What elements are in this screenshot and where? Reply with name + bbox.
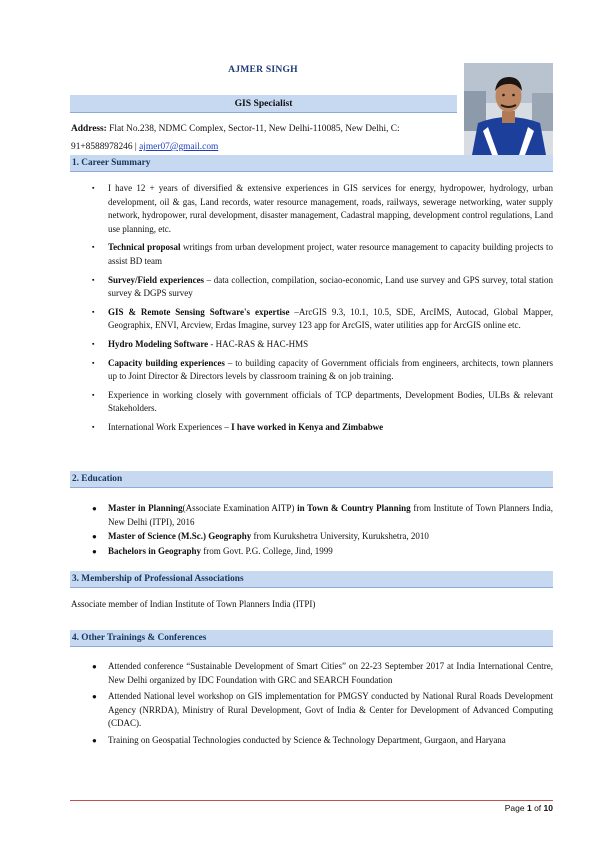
job-title-bar: GIS Specialist	[70, 95, 457, 113]
membership-text: Associate member of Indian Institute of Town Planners India (ITPI)	[71, 599, 316, 609]
email-link[interactable]: ajmer07@gmail.com	[139, 142, 219, 152]
section-heading-trainings: 4. Other Trainings & Conferences	[70, 630, 553, 647]
training-item	[70, 690, 553, 731]
career-item-text: –ArcGIS 9.3, 10.1, 10.5, SDE, ArcIMS, Autocad, Global Mapper, Geographix, ENVI, Arcview, Erdas Imagine, survey 123 app for ArcGIS, water utilities app for ArcGIS online etc.	[108, 306, 553, 331]
bullet-icon: ▪	[92, 339, 95, 348]
career-item-text: International Work Experiences –	[108, 421, 232, 432]
education-item-bold: Bachelors in Geography	[108, 545, 202, 556]
bullet-icon: ▪	[92, 307, 95, 316]
education-item-text: from Kurukshetra University, Kurukshetra, 2010	[251, 531, 429, 542]
contact-block	[71, 120, 459, 156]
career-item-text: I have 12 + years of diversified & extensive experiences in GIS services for energy, hydropower, hydrology, urban development, oil & gas, Land records, water resource management, roads, railways, sewerage networking, water supply network, hydropower, rural development, disaster management, Cadastral mapping, development control regulations, Land use planning, etc.	[108, 183, 553, 234]
career-item-text: - HAC-RAS & HAC-HMS	[208, 338, 309, 349]
education-item-bold: in Town & Country Planning	[297, 503, 411, 513]
career-item-bold: Capacity building experiences	[108, 357, 225, 368]
career-item	[70, 357, 553, 384]
page-current: 1	[526, 803, 532, 813]
career-item	[70, 182, 553, 236]
trainings-list	[70, 660, 553, 751]
section-heading-education: 2. Education	[70, 471, 553, 488]
bullet-icon: ●	[92, 735, 97, 745]
career-item	[70, 421, 553, 435]
training-item	[70, 660, 553, 687]
bullet-icon: ●	[92, 504, 97, 513]
bullet-icon: ▪	[92, 390, 95, 399]
career-item-bold: I have worked in Kenya and Zimbabwe	[231, 421, 384, 432]
bullet-icon: ●	[92, 532, 97, 542]
career-item-text: Experience in working closely with government officials of TCP departments, Development Bodies, ULBs & relevant Stakeholders.	[108, 389, 553, 414]
training-item-text: Attended conference “Sustainable Development of Smart Cities” on 22-23 September 2017 at India International Centre, New Delhi organized by IDC Foundation with GRC and SEARCH Foundation	[108, 661, 553, 685]
education-item-text: (Associate Examination AITP)	[182, 503, 298, 513]
education-item-bold: Master in Planning	[108, 503, 183, 513]
career-item-bold: Technical proposal	[108, 242, 181, 253]
training-item-text: Attended National level workshop on GIS implementation for PMGSY conducted by National Rural Roads Development Agency (NRRDA), Ministry of Rural Development, Govt of India & Center for Development of Advanced Computing (CDAC).	[108, 691, 553, 729]
career-item-text: – data collection, compilation, sociao-economic, Land use survey and GPS survey, total station survey & DGPS survey	[108, 274, 554, 299]
page-total: 10	[543, 803, 553, 813]
career-item-bold: Survey/Field experiences	[108, 274, 205, 285]
address-text: Flat No.238, NDMC Complex, Sector-11, New Delhi-110085, New Delhi, C:	[109, 124, 400, 134]
bullet-icon: ●	[92, 692, 97, 702]
education-item	[70, 502, 553, 529]
bullet-icon: ●	[92, 662, 97, 671]
training-item-text: Training on Geospatial Technologies conducted by Science & Technology Department, Gurgaon, and Haryana	[108, 734, 506, 745]
bullet-icon: ▪	[92, 358, 95, 367]
education-item	[70, 545, 553, 559]
career-item	[70, 306, 553, 333]
career-item	[70, 338, 553, 352]
phone-number: 91+8588978246 |	[71, 142, 137, 152]
career-item-text: – to building capacity of Government officials from engineers, architects, town planners up to Joint Director & Directors levels by classroom training & on job training.	[108, 357, 553, 382]
bullet-icon: ▪	[92, 184, 95, 192]
career-item-text: writings from urban development project, water resource management to capacity building projects to assist BD team	[108, 242, 553, 266]
of-word: of	[534, 803, 542, 813]
training-item	[70, 734, 553, 748]
address-label: Address:	[71, 124, 107, 134]
education-item-bold: Master of Science (M.Sc.) Geography	[108, 531, 252, 542]
education-item-text: from Institute of Town Planners India, New Delhi (ITPI), 2016	[108, 503, 553, 527]
career-item	[70, 389, 553, 416]
bullet-icon: ●	[92, 546, 97, 556]
career-item-bold: GIS & Remote Sensing Software's expertise	[108, 306, 290, 317]
profile-photo	[464, 63, 553, 155]
education-list	[70, 502, 553, 559]
career-summary-list	[70, 182, 553, 440]
candidate-name: AJMER SINGH	[228, 64, 298, 75]
career-item-bold: Hydro Modeling Software	[108, 338, 209, 349]
page-number	[505, 803, 553, 813]
bullet-icon: ▪	[92, 243, 95, 252]
career-item	[70, 241, 553, 268]
footer-rule	[70, 800, 553, 801]
section-heading-career: 1. Career Summary	[70, 155, 553, 172]
page-word: Page	[504, 803, 525, 813]
career-item	[70, 274, 553, 301]
bullet-icon: ▪	[92, 275, 95, 284]
bullet-icon: ▪	[92, 422, 95, 431]
education-item-text: from Govt. P.G. College, Jind, 1999	[201, 545, 333, 556]
education-item	[70, 530, 553, 544]
section-heading-membership: 3. Membership of Professional Associations	[70, 571, 553, 588]
